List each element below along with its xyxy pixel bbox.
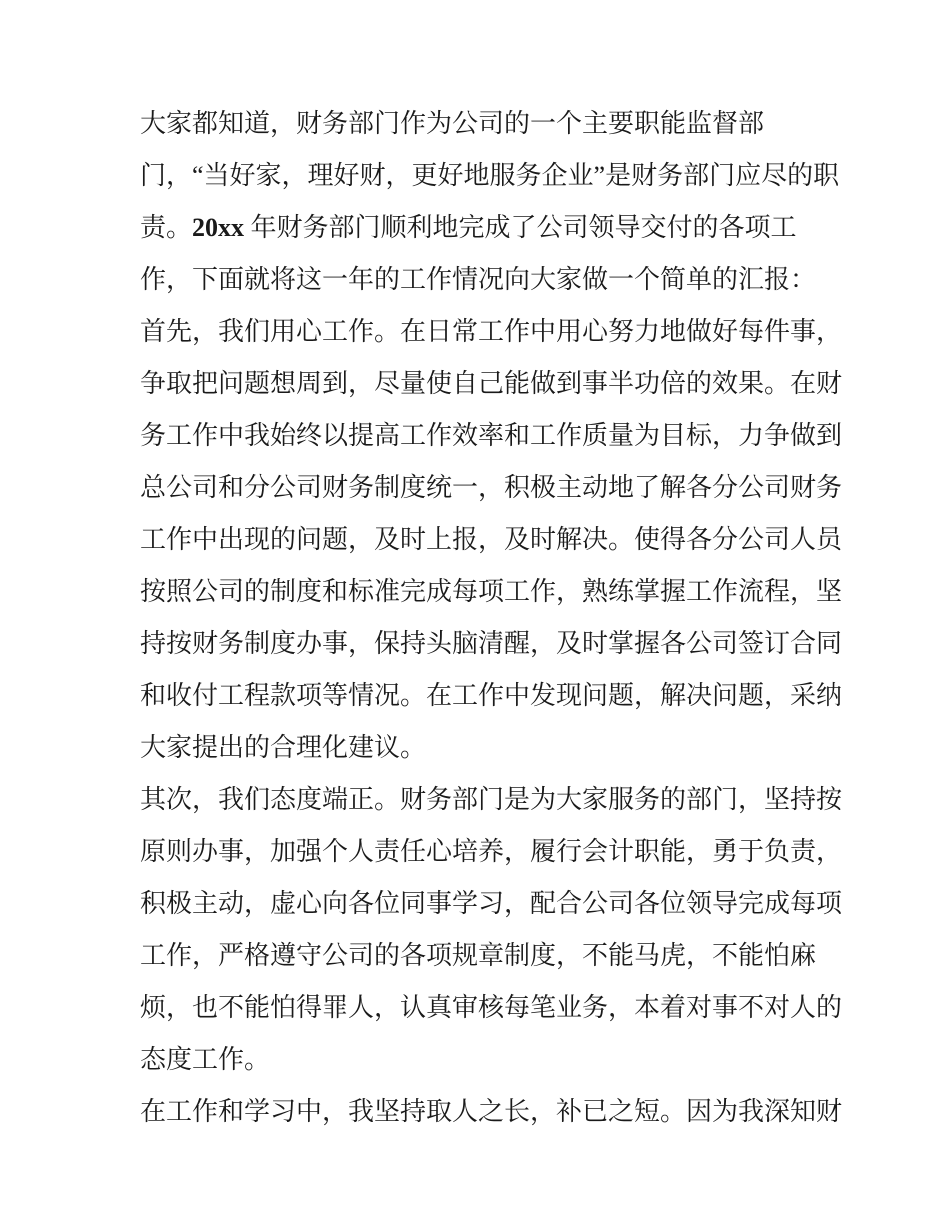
text-line bbox=[140, 462, 900, 514]
text-segment: 争取把问题想周到，尽量使自己能做到事半功倍的效果。在财 bbox=[140, 369, 843, 398]
text-segment: 其次，我们态度端正。财务部门是为大家服务的部门，坚持按 bbox=[140, 785, 843, 814]
text-segment: 年财务部门顺利地完成了公司领导交付的各项工 bbox=[244, 213, 797, 242]
text-line bbox=[140, 826, 900, 878]
text-segment: 工作，严格遵守公司的各项规章制度，不能马虎，不能怕麻 bbox=[140, 941, 817, 970]
text-line bbox=[140, 878, 900, 930]
text-segment: 务工作中我始终以提高工作效率和工作质量为目标，力争做到 bbox=[140, 421, 843, 450]
text-line bbox=[140, 150, 900, 202]
text-segment: 按照公司的制度和标准完成每项工作，熟练掌握工作流程，坚 bbox=[140, 577, 843, 606]
text-line bbox=[140, 202, 900, 254]
text-line bbox=[140, 982, 900, 1034]
text-line bbox=[140, 618, 900, 670]
text-line bbox=[140, 254, 900, 306]
text-line bbox=[140, 930, 900, 982]
text-segment: 总公司和分公司财务制度统一，积极主动地了解各分公司财务 bbox=[140, 473, 843, 502]
text-segment: 大家都知道，财务部门作为公司的一个主要职能监督部 bbox=[140, 109, 765, 138]
text-line bbox=[140, 774, 900, 826]
text-segment: 门，“当好家，理好财，更好地服务企业”是财务部门应尽的职 bbox=[140, 161, 840, 190]
text-line bbox=[140, 566, 900, 618]
text-segment: 烦，也不能怕得罪人，认真审核每笔业务，本着对事不对人的 bbox=[140, 993, 843, 1022]
bold-text-segment: 20xx bbox=[192, 213, 245, 242]
text-line bbox=[140, 514, 900, 566]
text-line bbox=[140, 98, 900, 150]
text-line bbox=[140, 670, 900, 722]
text-line bbox=[140, 722, 900, 774]
text-line bbox=[140, 1086, 900, 1138]
text-segment: 原则办事，加强个人责任心培养，履行会计职能，勇于负责， bbox=[140, 837, 843, 866]
text-segment: 工作中出现的问题，及时上报，及时解决。使得各分公司人员 bbox=[140, 525, 843, 554]
text-line bbox=[140, 410, 900, 462]
text-segment: 态度工作。 bbox=[140, 1045, 271, 1074]
text-segment: 作，下面就将这一年的工作情况向大家做一个简单的汇报： bbox=[140, 265, 817, 294]
text-segment: 持按财务制度办事，保持头脑清醒，及时掌握各公司签订合同 bbox=[140, 629, 843, 658]
text-segment: 积极主动，虚心向各位同事学习，配合公司各位领导完成每项 bbox=[140, 889, 843, 918]
text-segment: 和收付工程款项等情况。在工作中发现问题，解决问题，采纳 bbox=[140, 681, 843, 710]
document-text-block bbox=[140, 98, 900, 1138]
text-segment: 责。 bbox=[140, 213, 193, 242]
text-line bbox=[140, 358, 900, 410]
text-segment: 大家提出的合理化建议。 bbox=[140, 733, 427, 762]
text-line bbox=[140, 306, 900, 358]
text-segment: 首先，我们用心工作。在日常工作中用心努力地做好每件事， bbox=[140, 317, 843, 346]
text-segment: 在工作和学习中，我坚持取人之长，补已之短。因为我深知财 bbox=[140, 1097, 843, 1126]
text-line bbox=[140, 1034, 900, 1086]
